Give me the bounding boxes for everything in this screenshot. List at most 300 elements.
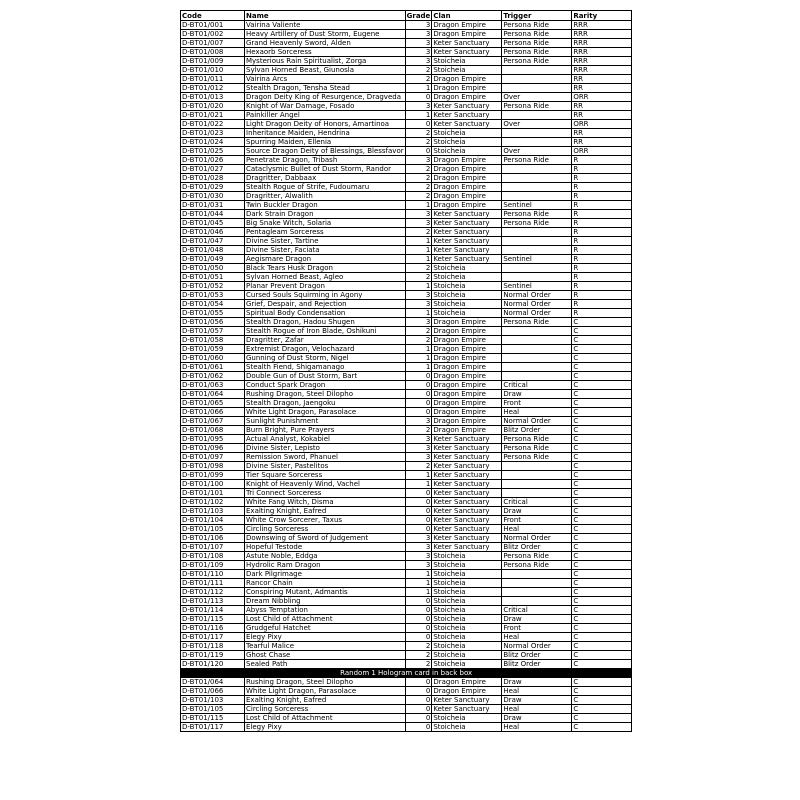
cell-trigger [502, 354, 572, 363]
cell-name: Circling Sorceress [245, 705, 406, 714]
cell-rarity: C [572, 453, 632, 462]
cell-rarity: C [572, 408, 632, 417]
cell-rarity: C [572, 624, 632, 633]
cell-rarity: C [572, 345, 632, 354]
cell-trigger: Heal [502, 723, 572, 732]
cell-clan: Dragon Empire [432, 390, 502, 399]
cell-clan: Keter Sanctuary [432, 696, 502, 705]
cell-clan: Dragon Empire [432, 183, 502, 192]
cell-rarity: C [572, 696, 632, 705]
cell-grade: 1 [405, 354, 432, 363]
cell-grade: 3 [405, 552, 432, 561]
cell-name: Rushing Dragon, Steel Dilopho [245, 678, 406, 687]
cell-code: D-BT01/058 [181, 336, 245, 345]
cell-name: Twin Buckler Dragon [245, 201, 406, 210]
cell-clan: Keter Sanctuary [432, 48, 502, 57]
cell-clan: Keter Sanctuary [432, 471, 502, 480]
cell-trigger: Blitz Order [502, 543, 572, 552]
cell-rarity: RRR [572, 39, 632, 48]
table-row [181, 147, 632, 156]
cell-name: Dragritter, Dabbaax [245, 174, 406, 183]
cell-code: D-BT01/120 [181, 660, 245, 669]
table-row [181, 282, 632, 291]
table-row [181, 111, 632, 120]
cell-grade: 0 [405, 489, 432, 498]
cell-grade: 2 [405, 192, 432, 201]
cell-grade: 1 [405, 309, 432, 318]
cell-rarity: C [572, 660, 632, 669]
cell-grade: 2 [405, 228, 432, 237]
cell-name: Mysterious Rain Spiritualist, Zorga [245, 57, 406, 66]
cell-name: Dragritter, Zafar [245, 336, 406, 345]
cell-clan: Stoicheia [432, 291, 502, 300]
header-trigger: Trigger [502, 11, 572, 21]
cell-code: D-BT01/011 [181, 75, 245, 84]
cell-clan: Dragon Empire [432, 174, 502, 183]
cell-rarity: C [572, 399, 632, 408]
cell-name: Light Dragon Deity of Honors, Amartinoa [245, 120, 406, 129]
cell-rarity: C [572, 543, 632, 552]
cell-name: Divine Sister, Faciata [245, 246, 406, 255]
cell-trigger: Critical [502, 381, 572, 390]
cell-grade: 0 [405, 615, 432, 624]
cell-clan: Dragon Empire [432, 192, 502, 201]
cell-grade: 2 [405, 66, 432, 75]
cell-grade: 0 [405, 147, 432, 156]
cell-name: Dream Nibbling [245, 597, 406, 606]
table-row [181, 372, 632, 381]
cell-clan: Dragon Empire [432, 363, 502, 372]
cell-grade: 0 [405, 525, 432, 534]
cell-trigger: Persona Ride [502, 219, 572, 228]
cell-grade: 0 [405, 381, 432, 390]
cell-name: Exalting Knight, Eafred [245, 696, 406, 705]
cell-code: D-BT01/103 [181, 696, 245, 705]
cell-name: Ghost Chase [245, 651, 406, 660]
banner-text: Random 1 Hologram card in back box [181, 669, 632, 678]
cell-rarity: C [572, 552, 632, 561]
cell-rarity: R [572, 192, 632, 201]
cell-trigger [502, 489, 572, 498]
cell-name: Tier Square Sorceress [245, 471, 406, 480]
cell-name: Hexaorb Sorceress [245, 48, 406, 57]
cell-grade: 2 [405, 660, 432, 669]
cell-code: D-BT01/059 [181, 345, 245, 354]
cell-trigger: Persona Ride [502, 48, 572, 57]
cell-grade: 0 [405, 633, 432, 642]
cell-trigger [502, 336, 572, 345]
cell-trigger: Front [502, 399, 572, 408]
cell-grade: 0 [405, 723, 432, 732]
cell-name: Cursed Souls Squirming in Agony [245, 291, 406, 300]
cell-grade: 2 [405, 129, 432, 138]
cell-code: D-BT01/026 [181, 156, 245, 165]
cell-name: Planar Prevent Dragon [245, 282, 406, 291]
cell-grade: 1 [405, 570, 432, 579]
cell-code: D-BT01/118 [181, 642, 245, 651]
cell-code: D-BT01/061 [181, 363, 245, 372]
table-row [181, 489, 632, 498]
cell-clan: Stoicheia [432, 642, 502, 651]
cell-code: D-BT01/051 [181, 273, 245, 282]
cell-clan: Keter Sanctuary [432, 255, 502, 264]
cell-trigger [502, 66, 572, 75]
cell-rarity: C [572, 426, 632, 435]
cell-clan: Stoicheia [432, 615, 502, 624]
table-row [181, 183, 632, 192]
cell-grade: 3 [405, 318, 432, 327]
cell-code: D-BT01/023 [181, 129, 245, 138]
cell-trigger: Persona Ride [502, 21, 572, 30]
cell-name: Stealth Dragon, Tensha Stead [245, 84, 406, 93]
cell-code: D-BT01/024 [181, 138, 245, 147]
cell-clan: Dragon Empire [432, 417, 502, 426]
table-row [181, 165, 632, 174]
cell-name: Hydrolic Ram Dragon [245, 561, 406, 570]
cell-clan: Dragon Empire [432, 318, 502, 327]
cell-grade: 3 [405, 453, 432, 462]
cell-code: D-BT01/047 [181, 237, 245, 246]
table-row [181, 399, 632, 408]
cell-rarity: R [572, 228, 632, 237]
cell-code: D-BT01/001 [181, 21, 245, 30]
cell-rarity: C [572, 534, 632, 543]
cell-name: Lost Child of Attachment [245, 714, 406, 723]
cell-clan: Dragon Empire [432, 345, 502, 354]
cell-name: Stealth Dragon, Hadou Shugen [245, 318, 406, 327]
cell-rarity: RRR [572, 57, 632, 66]
cell-code: D-BT01/102 [181, 498, 245, 507]
table-row [181, 687, 632, 696]
cell-trigger: Over [502, 120, 572, 129]
cell-grade: 2 [405, 264, 432, 273]
cell-name: Dark Strain Dragon [245, 210, 406, 219]
cell-name: Big Snake Witch, Solaria [245, 219, 406, 228]
cell-rarity: RR [572, 111, 632, 120]
cell-trigger: Over [502, 93, 572, 102]
table-row [181, 120, 632, 129]
cell-grade: 0 [405, 399, 432, 408]
cell-trigger: Sentinel [502, 201, 572, 210]
cell-trigger: Persona Ride [502, 318, 572, 327]
cell-rarity: RR [572, 75, 632, 84]
cell-clan: Dragon Empire [432, 165, 502, 174]
table-row [181, 30, 632, 39]
cell-rarity: R [572, 282, 632, 291]
cell-clan: Keter Sanctuary [432, 489, 502, 498]
cell-trigger: Persona Ride [502, 435, 572, 444]
table-row [181, 129, 632, 138]
cell-code: D-BT01/115 [181, 615, 245, 624]
cell-rarity: ORR [572, 93, 632, 102]
cell-clan: Keter Sanctuary [432, 507, 502, 516]
table-row [181, 588, 632, 597]
cell-name: Actual Analyst, Kokabiel [245, 435, 406, 444]
cell-name: Lost Child of Attachment [245, 615, 406, 624]
cell-trigger: Front [502, 516, 572, 525]
cell-clan: Stoicheia [432, 651, 502, 660]
cell-trigger [502, 237, 572, 246]
cell-code: D-BT01/031 [181, 201, 245, 210]
cell-rarity: C [572, 561, 632, 570]
cell-rarity: C [572, 570, 632, 579]
cell-code: D-BT01/048 [181, 246, 245, 255]
cell-grade: 3 [405, 219, 432, 228]
cell-trigger [502, 246, 572, 255]
cell-rarity: R [572, 291, 632, 300]
cell-grade: 2 [405, 174, 432, 183]
header-rarity: Rarity [572, 11, 632, 21]
cell-clan: Stoicheia [432, 660, 502, 669]
cell-name: Hopeful Testode [245, 543, 406, 552]
cell-rarity: C [572, 489, 632, 498]
cell-code: D-BT01/095 [181, 435, 245, 444]
table-row [181, 219, 632, 228]
cell-trigger [502, 192, 572, 201]
table-row [181, 579, 632, 588]
cell-clan: Dragon Empire [432, 381, 502, 390]
cell-grade: 1 [405, 471, 432, 480]
cell-code: D-BT01/113 [181, 597, 245, 606]
cell-clan: Dragon Empire [432, 201, 502, 210]
cell-name: Tearful Malice [245, 642, 406, 651]
cell-name: Rushing Dragon, Steel Dilopho [245, 390, 406, 399]
cell-clan: Dragon Empire [432, 93, 502, 102]
cell-trigger: Persona Ride [502, 57, 572, 66]
cell-name: Abyss Temptation [245, 606, 406, 615]
cell-clan: Dragon Empire [432, 84, 502, 93]
cell-code: D-BT01/098 [181, 462, 245, 471]
cell-code: D-BT01/109 [181, 561, 245, 570]
table-row [181, 93, 632, 102]
cell-trigger [502, 183, 572, 192]
cell-rarity: ORR [572, 120, 632, 129]
table-row [181, 606, 632, 615]
cell-name: White Light Dragon, Parasolace [245, 408, 406, 417]
cell-code: D-BT01/114 [181, 606, 245, 615]
table-row [181, 714, 632, 723]
hologram-rows [181, 678, 632, 732]
cell-code: D-BT01/105 [181, 525, 245, 534]
cell-rarity: C [572, 471, 632, 480]
cell-code: D-BT01/107 [181, 543, 245, 552]
cell-trigger: Sentinel [502, 255, 572, 264]
cell-code: D-BT01/068 [181, 426, 245, 435]
cell-code: D-BT01/027 [181, 165, 245, 174]
cell-clan: Dragon Empire [432, 408, 502, 417]
cell-trigger: Blitz Order [502, 426, 572, 435]
cell-clan: Stoicheia [432, 273, 502, 282]
table-row [181, 228, 632, 237]
cell-rarity: R [572, 219, 632, 228]
table-row [181, 264, 632, 273]
cell-name: Heavy Artillery of Dust Storm, Eugene [245, 30, 406, 39]
cell-name: White Crow Sorcerer, Taxus [245, 516, 406, 525]
cell-rarity: R [572, 174, 632, 183]
cell-rarity: C [572, 381, 632, 390]
cell-grade: 0 [405, 408, 432, 417]
cell-code: D-BT01/049 [181, 255, 245, 264]
cell-trigger: Persona Ride [502, 453, 572, 462]
cell-clan: Stoicheia [432, 606, 502, 615]
table-row [181, 696, 632, 705]
cell-rarity: C [572, 579, 632, 588]
table-row [181, 678, 632, 687]
cell-grade: 0 [405, 498, 432, 507]
cell-code: D-BT01/112 [181, 588, 245, 597]
cell-name: Vairina Valiente [245, 21, 406, 30]
cell-rarity: R [572, 156, 632, 165]
cell-grade: 1 [405, 201, 432, 210]
cell-grade: 1 [405, 237, 432, 246]
cell-code: D-BT01/067 [181, 417, 245, 426]
cell-code: D-BT01/062 [181, 372, 245, 381]
cell-trigger [502, 264, 572, 273]
cell-trigger: Draw [502, 507, 572, 516]
cell-grade: 0 [405, 372, 432, 381]
cell-code: D-BT01/022 [181, 120, 245, 129]
cell-clan: Keter Sanctuary [432, 705, 502, 714]
cell-clan: Keter Sanctuary [432, 525, 502, 534]
cell-name: Dark Pilgrimage [245, 570, 406, 579]
header-clan: Clan [432, 11, 502, 21]
cell-trigger: Normal Order [502, 291, 572, 300]
table-row [181, 21, 632, 30]
table-row [181, 291, 632, 300]
cell-code: D-BT01/020 [181, 102, 245, 111]
cell-grade: 3 [405, 48, 432, 57]
cell-clan: Keter Sanctuary [432, 39, 502, 48]
table-row [181, 201, 632, 210]
cell-rarity: R [572, 237, 632, 246]
cell-trigger [502, 588, 572, 597]
table-row [181, 273, 632, 282]
cell-trigger: Normal Order [502, 309, 572, 318]
table-row [181, 723, 632, 732]
cell-grade: 1 [405, 480, 432, 489]
cell-rarity: C [572, 615, 632, 624]
cell-clan: Dragon Empire [432, 336, 502, 345]
table-row [181, 615, 632, 624]
cell-rarity: R [572, 201, 632, 210]
cell-trigger [502, 111, 572, 120]
cell-code: D-BT01/064 [181, 390, 245, 399]
cell-grade: 3 [405, 210, 432, 219]
cell-grade: 0 [405, 606, 432, 615]
cell-grade: 0 [405, 714, 432, 723]
cell-trigger [502, 228, 572, 237]
cell-rarity: R [572, 210, 632, 219]
cell-grade: 0 [405, 507, 432, 516]
cell-grade: 2 [405, 462, 432, 471]
cell-rarity: R [572, 273, 632, 282]
cell-code: D-BT01/060 [181, 354, 245, 363]
cell-trigger: Critical [502, 498, 572, 507]
cell-grade: 3 [405, 300, 432, 309]
cell-name: White Light Dragon, Parasolace [245, 687, 406, 696]
table-row [181, 138, 632, 147]
cell-trigger: Persona Ride [502, 30, 572, 39]
cell-grade: 3 [405, 39, 432, 48]
cell-trigger: Normal Order [502, 417, 572, 426]
cell-code: D-BT01/012 [181, 84, 245, 93]
cell-code: D-BT01/054 [181, 300, 245, 309]
cell-name: Circling Sorceress [245, 525, 406, 534]
table-row [181, 192, 632, 201]
header-grade: Grade [406, 11, 431, 20]
cell-name: Astute Noble, Eddga [245, 552, 406, 561]
cell-code: D-BT01/104 [181, 516, 245, 525]
cell-clan: Stoicheia [432, 57, 502, 66]
table-row [181, 66, 632, 75]
cell-clan: Dragon Empire [432, 354, 502, 363]
cell-rarity: R [572, 165, 632, 174]
cell-code: D-BT01/055 [181, 309, 245, 318]
cell-clan: Stoicheia [432, 138, 502, 147]
cell-rarity: C [572, 507, 632, 516]
cell-rarity: C [572, 480, 632, 489]
cell-name: Conspiring Mutant, Admantis [245, 588, 406, 597]
cell-grade: 3 [405, 57, 432, 66]
table-row [181, 705, 632, 714]
cell-grade: 0 [405, 696, 432, 705]
cell-clan: Keter Sanctuary [432, 543, 502, 552]
cell-trigger: Heal [502, 525, 572, 534]
cell-rarity: C [572, 354, 632, 363]
cell-clan: Stoicheia [432, 66, 502, 75]
cell-rarity: ORR [572, 147, 632, 156]
cell-code: D-BT01/052 [181, 282, 245, 291]
cell-clan: Stoicheia [432, 633, 502, 642]
cell-code: D-BT01/030 [181, 192, 245, 201]
cell-grade: 3 [405, 435, 432, 444]
cell-rarity: C [572, 498, 632, 507]
cell-code: D-BT01/028 [181, 174, 245, 183]
cell-name: Dragon Deity King of Resurgence, Dragveda [245, 93, 406, 102]
table-row [181, 102, 632, 111]
cell-grade: 2 [405, 183, 432, 192]
cell-name: Grudgeful Hatchet [245, 624, 406, 633]
cell-trigger [502, 579, 572, 588]
cell-grade: 1 [405, 84, 432, 93]
table-row [181, 237, 632, 246]
cell-code: D-BT01/100 [181, 480, 245, 489]
cell-rarity: C [572, 714, 632, 723]
cell-rarity: RR [572, 84, 632, 93]
cell-grade: 2 [405, 426, 432, 435]
cell-trigger: Persona Ride [502, 102, 572, 111]
table-row [181, 624, 632, 633]
cell-trigger: Persona Ride [502, 552, 572, 561]
cell-rarity: RR [572, 129, 632, 138]
cell-rarity: RR [572, 138, 632, 147]
cell-name: Sealed Path [245, 660, 406, 669]
cell-clan: Stoicheia [432, 561, 502, 570]
cell-rarity: R [572, 183, 632, 192]
cell-trigger [502, 327, 572, 336]
cell-rarity: C [572, 723, 632, 732]
cell-name: Rancor Chain [245, 579, 406, 588]
cell-clan: Keter Sanctuary [432, 219, 502, 228]
cell-rarity: C [572, 525, 632, 534]
cell-clan: Keter Sanctuary [432, 453, 502, 462]
cell-code: D-BT01/046 [181, 228, 245, 237]
cell-code: D-BT01/010 [181, 66, 245, 75]
cell-clan: Dragon Empire [432, 687, 502, 696]
cell-grade: 0 [405, 93, 432, 102]
cell-name: Spurring Maiden, Ellenia [245, 138, 406, 147]
cell-code: D-BT01/066 [181, 687, 245, 696]
